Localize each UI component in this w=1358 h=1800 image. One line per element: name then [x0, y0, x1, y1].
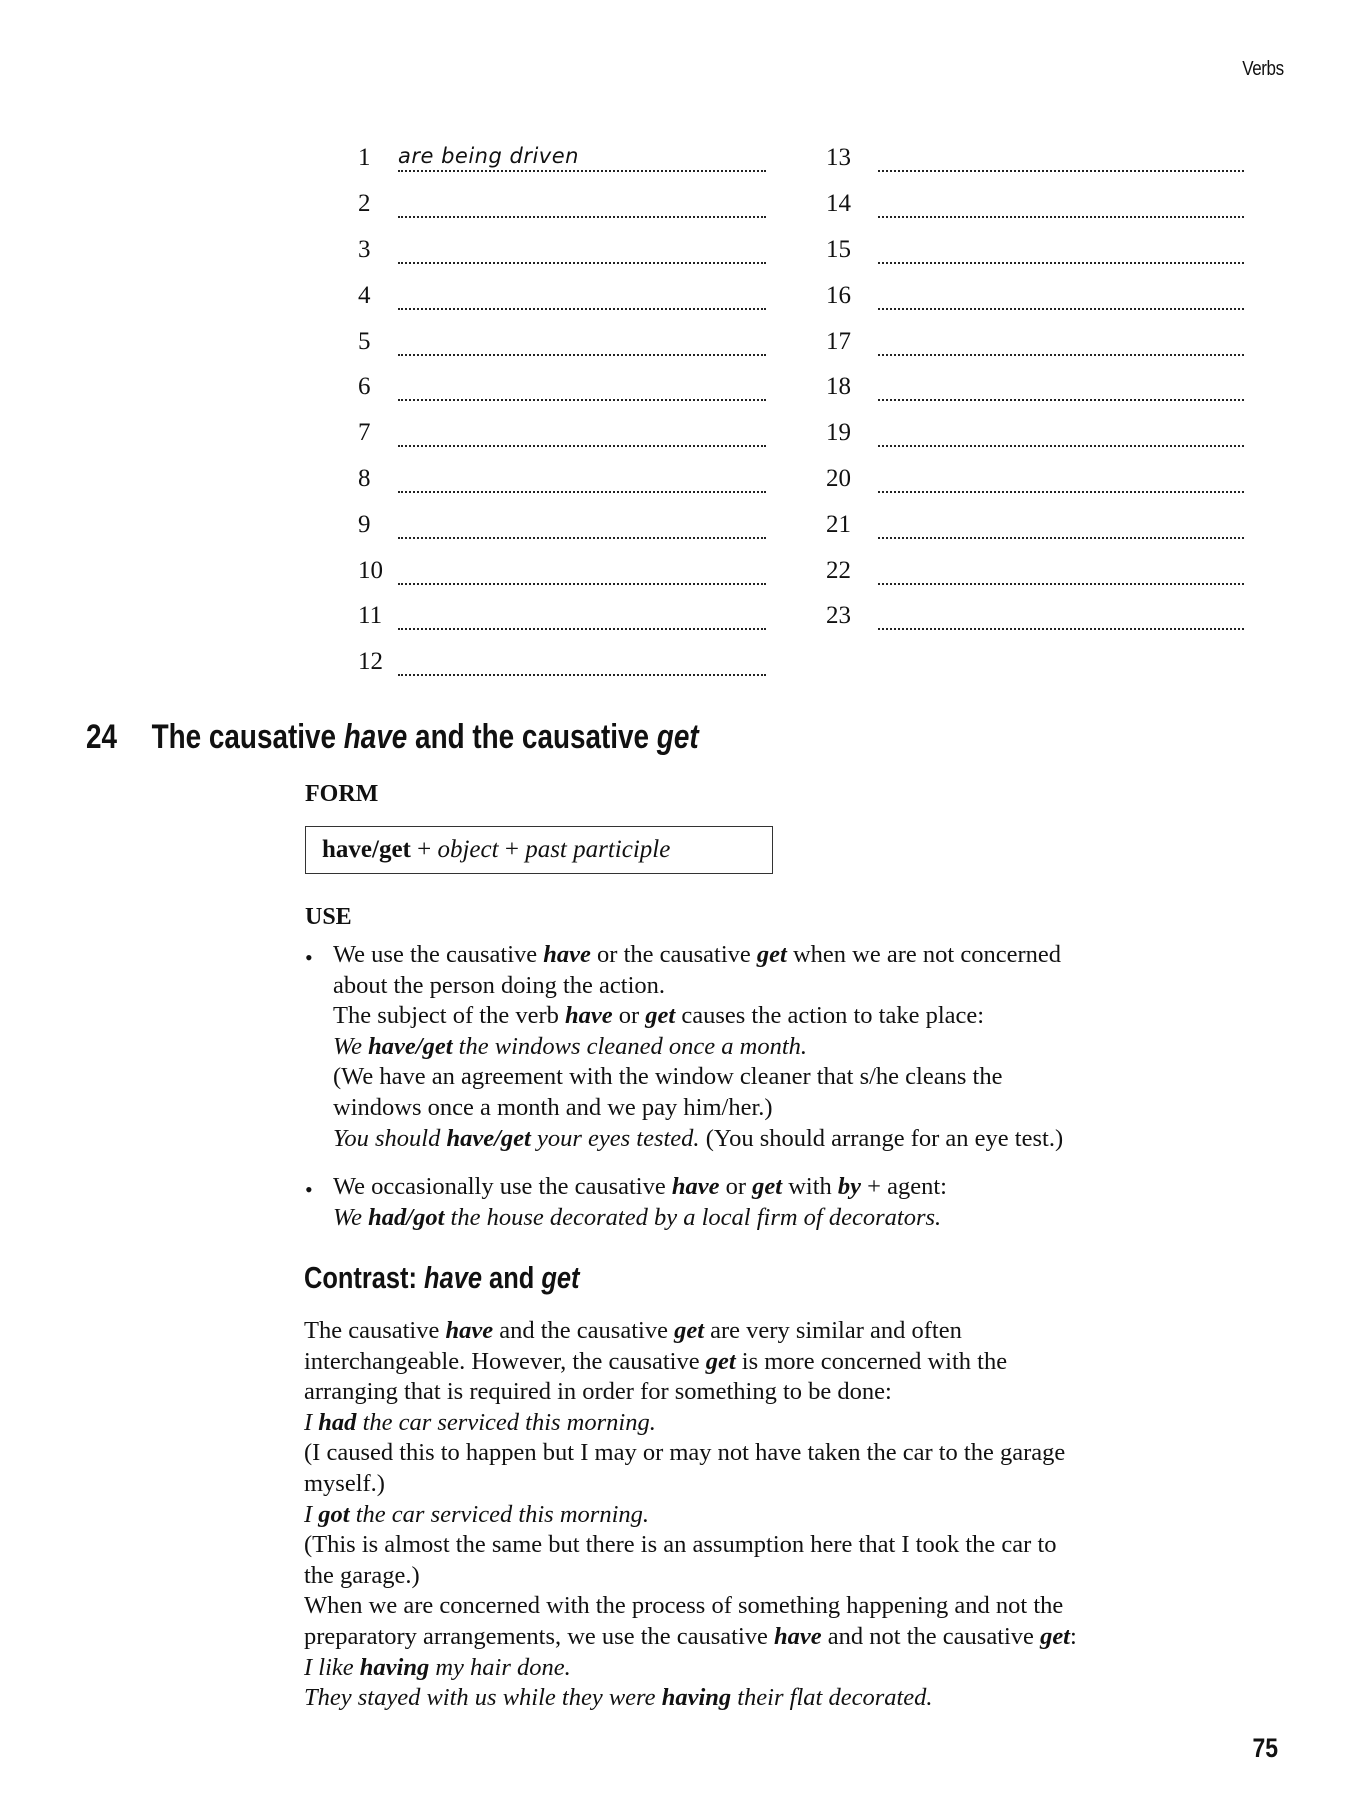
answer-row: 14: [826, 178, 1244, 218]
answer-row: 9: [358, 499, 766, 539]
answer-field[interactable]: [398, 234, 766, 264]
example-sentence: I had the car serviced this morning.: [304, 1408, 656, 1436]
answer-field[interactable]: [878, 326, 1244, 356]
answer-field[interactable]: [878, 509, 1244, 539]
contrast-body: The causative have and the causative get are very similar and often interchangeable. However, the causative get is more concerned with the arranging that is required in order for something to be done: I had the car serviced this morning. (I caused this to happen but I may or may not have taken the car to the garage myself.) I got the car serviced this morning. (This is almost the same but there is an assumption here that I took the car to the garage.) When we are concerned with the process of something happening and not the preparatory arrangements, we use the causative have and not the causative get: I like having my hair done. They stayed with us while they were having their flat decorated.: [304, 1316, 1077, 1714]
answer-row: 18: [826, 361, 1244, 401]
answer-field[interactable]: [398, 280, 766, 310]
answer-row: 19: [826, 407, 1244, 447]
answer-row: 22: [826, 545, 1244, 585]
answer-field[interactable]: [878, 600, 1244, 630]
form-formula-box: have/get + object + past participle: [305, 826, 773, 874]
answer-row: 4: [358, 270, 766, 310]
section-number: 24: [86, 718, 118, 756]
use-bullet-1: We use the causative have or the causative get when we are not concerned about the person doing the action. The subject of the verb have or get causes the action to take place: We have/get the windows cleaned once a month. (We have an agreement with the window cleaner that s/he cleans the windows once a month and we pay him/her.) You should have/get your eyes tested. (You should arrange for an eye test.): [333, 941, 1064, 1152]
answer-row: 15: [826, 224, 1244, 264]
answer-field[interactable]: [398, 326, 766, 356]
answer-row: 16: [826, 270, 1244, 310]
answer-field[interactable]: [878, 142, 1244, 172]
example-sentence: I got the car serviced this morning.: [304, 1500, 650, 1528]
answer-field[interactable]: [398, 555, 766, 585]
example-sentence: We have/get the windows cleaned once a month.: [333, 1032, 808, 1060]
answer-field[interactable]: [398, 463, 766, 493]
answer-row: 10: [358, 545, 766, 585]
answer-field[interactable]: [398, 417, 766, 447]
section-heading: 24 The causative have and the causative get: [86, 718, 699, 756]
answer-text: are being driven: [398, 144, 579, 168]
use-label: USE: [305, 904, 352, 930]
example-sentence: They stayed with us while they were having their flat decorated.: [304, 1684, 933, 1712]
answer-field[interactable]: [878, 188, 1244, 218]
answer-field[interactable]: [398, 509, 766, 539]
page-number: 75: [1252, 1733, 1278, 1763]
use-bullet-2: We occasionally use the causative have or get with by + agent: We had/got the house decorated by a local firm of decorators.: [333, 1172, 947, 1233]
answer-field[interactable]: [398, 188, 766, 218]
answer-field[interactable]: [878, 371, 1244, 401]
answer-row: 5: [358, 316, 766, 356]
answer-row: 2: [358, 178, 766, 218]
contrast-heading: Contrast: have and get: [304, 1260, 580, 1295]
answer-row: 6: [358, 361, 766, 401]
answer-field[interactable]: [398, 142, 766, 172]
answer-row: 17: [826, 316, 1244, 356]
answer-row: 3: [358, 224, 766, 264]
answer-row: 12: [358, 636, 766, 676]
answer-row: 20: [826, 453, 1244, 493]
answer-field[interactable]: [398, 371, 766, 401]
answer-row: 1 are being driven: [358, 132, 766, 172]
answer-field[interactable]: [878, 234, 1244, 264]
answer-row: 7: [358, 407, 766, 447]
bullet-icon: •: [305, 945, 313, 970]
answer-field[interactable]: [398, 646, 766, 676]
answer-row: 8: [358, 453, 766, 493]
answer-row: 23: [826, 590, 1244, 630]
running-head: Verbs: [1242, 58, 1284, 80]
answer-field[interactable]: [878, 417, 1244, 447]
answer-row: 21: [826, 499, 1244, 539]
answer-row: 11: [358, 590, 766, 630]
answer-row: 13: [826, 132, 1244, 172]
answer-field[interactable]: [878, 555, 1244, 585]
example-sentence: I like having my hair done.: [304, 1653, 571, 1681]
bullet-icon: •: [305, 1177, 313, 1202]
example-sentence: We had/got the house decorated by a local firm of decorators.: [333, 1203, 942, 1231]
answer-field[interactable]: [398, 600, 766, 630]
form-label: FORM: [305, 781, 379, 807]
answer-field[interactable]: [878, 463, 1244, 493]
answer-field[interactable]: [878, 280, 1244, 310]
